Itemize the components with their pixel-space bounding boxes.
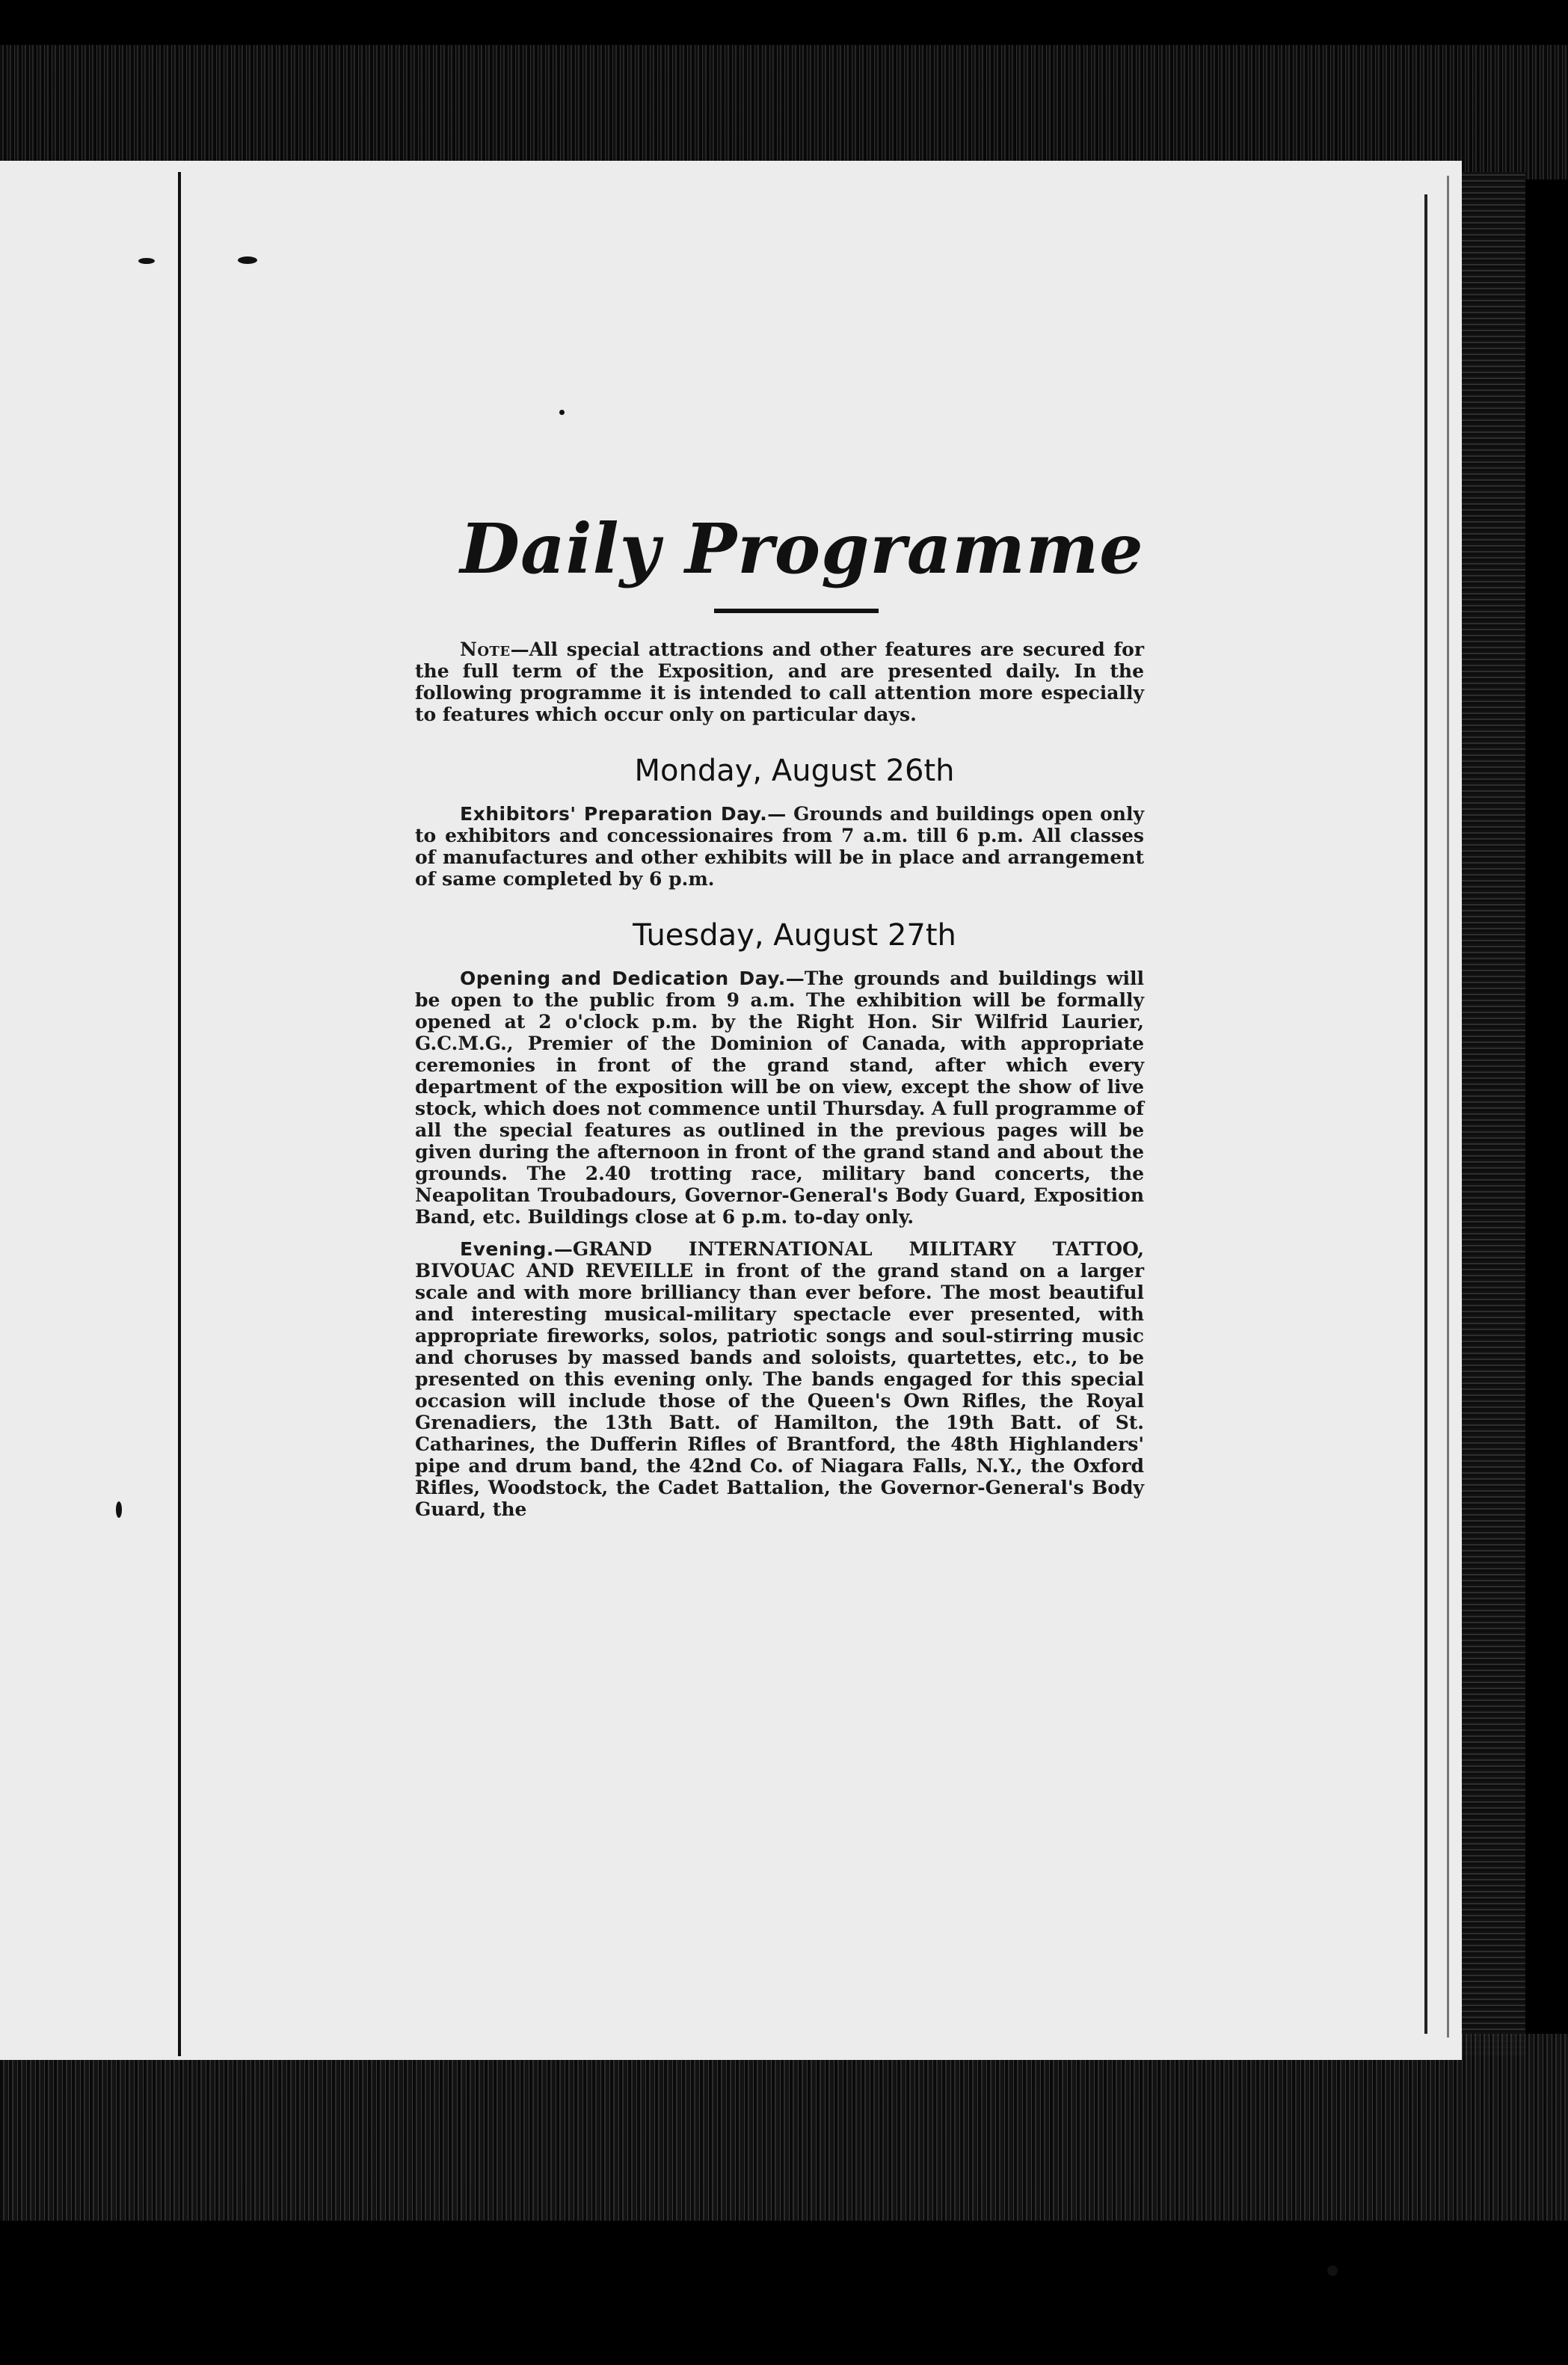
page-frame-line bbox=[1447, 176, 1449, 2038]
monday-paragraph bbox=[415, 803, 1144, 890]
monday-lead: Exhibitors' Preparation Day. bbox=[460, 803, 768, 825]
programme-content bbox=[415, 508, 1144, 1520]
note-text: —All special attractions and other features are secured for the full term of the Exposition, and are presented daily. In the following programme it is intended to call attention more especially to features which occur only on particular days. bbox=[415, 639, 1144, 725]
evening-lead: Evening. bbox=[460, 1238, 554, 1260]
evening-text: —GRAND INTERNATIONAL MILITARY TATTOO, BIVOUAC AND REVEILLE in front of the grand stand on a larger scale and with more brilliancy than ever before. The most beautiful and interesting musical-military spectacle ever presented, with appropriate fireworks, solos, patriotic songs and soul-stirring music and choruses by massed bands and soloists, quartettes, etc., to be presented on this evening only. The bands engaged for this special occasion will include those of the Queen's Own Rifles, the Royal Grenadiers, the 13th Batt. of Hamilton, the 19th Batt. of St. Catharines, the Dufferin Rifles of Brantford, the 48th Highlanders' pipe and drum band, the 42nd Co. of Niagara Falls, N.Y., the Oxford Rifles, Woodstock, the Cadet Battalion, the Governor-General's Body Guard, the bbox=[415, 1238, 1144, 1520]
page-title: Daily Programme bbox=[460, 508, 1144, 589]
speck-mark bbox=[116, 1501, 122, 1518]
scan-noise-bottom bbox=[0, 2034, 1568, 2221]
title-rule bbox=[714, 609, 879, 613]
speck-mark bbox=[559, 410, 565, 415]
day-heading-monday: Monday, August 26th bbox=[634, 754, 955, 788]
tuesday-paragraph bbox=[415, 968, 1144, 1228]
note-lead: Note bbox=[460, 639, 511, 660]
page-edge-rule bbox=[1424, 194, 1427, 2034]
speck-mark bbox=[238, 256, 257, 264]
gutter-line bbox=[178, 172, 181, 2056]
tuesday-lead: Opening and Dedication Day. bbox=[460, 968, 786, 989]
scan-noise-right bbox=[1458, 172, 1525, 2056]
speck-mark bbox=[1327, 2266, 1338, 2276]
note-paragraph bbox=[415, 639, 1144, 725]
monday-text: — Grounds and buildings open only to exhibitors and concessionaires from 7 a.m. till 6 p.m. All classes of manufactures and other exhibits will be in place and arrangement of same completed by 6 p.m. bbox=[415, 803, 1145, 890]
speck-mark bbox=[138, 258, 155, 264]
day-heading-tuesday: Tuesday, August 27th bbox=[633, 918, 956, 953]
evening-paragraph bbox=[415, 1238, 1144, 1520]
tuesday-text: —The grounds and buildings will be open to the public from 9 a.m. The exhibition will be formally opened at 2 o'clock p.m. by the Right Hon. Sir Wilfrid Laurier, G.C.M.G., Premier of the Dominion of Canada, with appropriate ceremonies in front of the grand stand, after which every department of the exposition will be on view, except the show of live stock, which does not commence until Thursday. A full programme of all the special features as outlined in the previous pages will be given during the afternoon in front of the grand stand and about the grounds. The 2.40 trotting race, military band concerts, the Neapolitan Troubadours, Governor-General's Body Guard, Exposition Band, etc. Buildings close at 6 p.m. to-day only. bbox=[415, 968, 1145, 1228]
scan-noise-top bbox=[0, 45, 1568, 179]
